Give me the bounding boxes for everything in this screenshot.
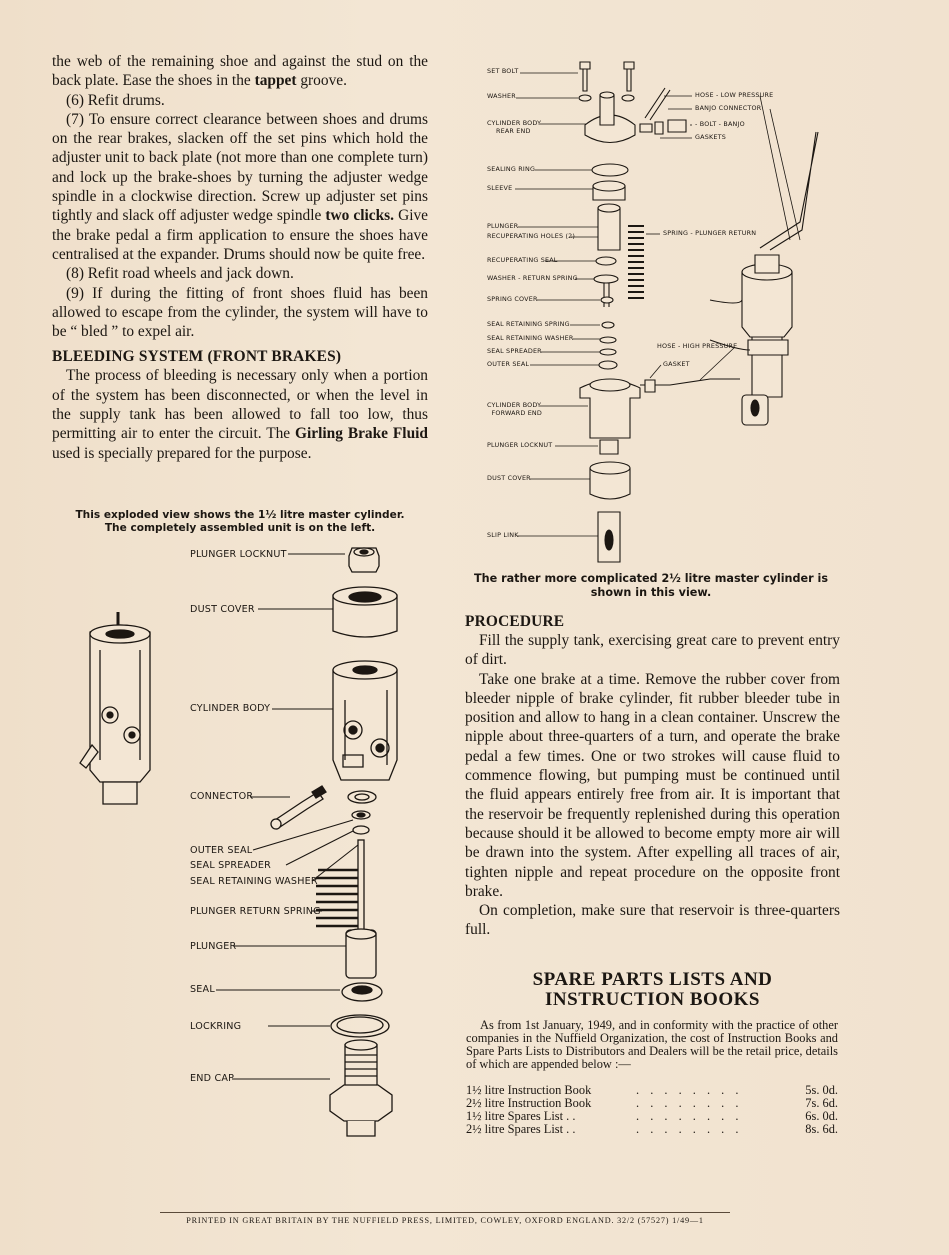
label-dust-cover: DUST COVER — [190, 604, 255, 615]
spare-title-line2: INSTRUCTION BOOKS — [545, 989, 760, 1010]
small-caption-line1: This exploded view shows the 1½ litre master cylinder. — [75, 509, 405, 521]
step-7: (7) To ensure correct clearance between shoes and drums on the rear brakes, slacken off the set pins which hold the adjuster unit to back plate (not more than one complete turn) and lock up the brake-shoes by turning the adjuster wedge spindle in a clockwise direction. Screw up adjuster set pins tightly and slack off adjuster wedge spindle two clicks. Give the brake pedal a firm application to ensure the shoes have centralised at the expander. Drums should now be quite free. — [52, 110, 428, 263]
spare-title-line1: SPARE PARTS LISTS AND — [532, 969, 773, 990]
label-hose-high: HOSE - HIGH PRESSURE — [657, 342, 738, 350]
procedure-section — [465, 612, 840, 940]
label-end-cap: END CAP — [190, 1073, 235, 1084]
label-gaskets: GASKETS — [695, 133, 726, 141]
small-caption-line2: The completely assembled unit is on the left. — [104, 522, 376, 534]
label-banjo-connector: BANJO CONNECTOR — [695, 104, 762, 112]
label-dust-cover-large: DUST COVER — [487, 474, 531, 482]
label-outer-seal: OUTER SEAL — [190, 845, 253, 856]
label-gasket: GASKET — [663, 360, 690, 368]
bleeding-paragraph: The process of bleeding is necessary only when a portion of the system has been disconnected, or when the level in the supply tank has been allowed to fall too low, thus permitting air to enter the circuit. The Girling Brake Fluid used is specially prepared for the purpose. — [52, 367, 428, 462]
large-diagram-caption — [466, 572, 836, 600]
price-item-name: 2½ litre Spares List . . — [466, 1122, 576, 1136]
label-plunger-large: PLUNGER — [487, 222, 519, 230]
label-spring-cover: SPRING COVER — [487, 295, 538, 303]
label-seal-retaining-washer: SEAL RETAINING WASHER — [190, 876, 318, 887]
price-item-price: 8s. 6d. — [805, 1122, 838, 1136]
label-plunger-locknut-large: PLUNGER LOCKNUT — [487, 441, 553, 449]
price-leader-dots: . . . . . . . . — [636, 1096, 743, 1110]
step-9: (9) If during the fitting of front shoes fluid has been allowed to escape from the cylinder, the system will have to be “ bled ” to expel air. — [52, 284, 428, 341]
label-slip-link: SLIP LINK — [487, 531, 519, 539]
label-plunger: PLUNGER — [190, 941, 237, 952]
label-sleeve: SLEEVE — [487, 184, 513, 192]
price-leader-dots: . . . . . . . . — [636, 1109, 743, 1123]
label-plunger-locknut: PLUNGER LOCKNUT — [190, 549, 287, 560]
paragraph-shoe-web: the web of the remaining shoe and against the stud on the back plate. Ease the shoes in the tappet groove. — [52, 53, 428, 90]
label-set-bolt: SET BOLT — [487, 67, 519, 75]
label-bolt-banjo: - BOLT - BANJO — [695, 120, 745, 128]
label-seal-spreader: SEAL SPREADER — [190, 860, 271, 871]
label-hose-low: HOSE - LOW PRESSURE — [695, 91, 774, 99]
large-caption-line2: shown in this view. — [590, 586, 712, 599]
price-item-name: 1½ litre Instruction Book — [466, 1083, 592, 1097]
label-cylinder-body: CYLINDER BODY — [190, 703, 271, 714]
price-item-price: 7s. 6d. — [805, 1096, 838, 1110]
label-seal-spreader-large: SEAL SPREADER — [487, 347, 542, 355]
label-washer-return-spring: WASHER - RETURN SPRING — [487, 274, 578, 282]
label-outer-seal-large: OUTER SEAL — [487, 360, 530, 368]
price-item-name: 1½ litre Spares List . . — [466, 1109, 576, 1123]
spare-parts-title — [470, 970, 835, 1010]
step-8: (8) Refit road wheels and jack down. — [66, 265, 294, 283]
label-seal-retaining-washer-large: SEAL RETAINING WASHER — [487, 334, 574, 342]
label-recuperating-holes: RECUPERATING HOLES (2) — [487, 232, 576, 240]
label-spring-plunger-return: SPRING - PLUNGER RETURN — [663, 229, 757, 237]
label-lockring: LOCKRING — [190, 1021, 242, 1032]
price-item-price: 6s. 0d. — [805, 1109, 838, 1123]
procedure-p3: On completion, make sure that reservoir is three-quarters full. — [465, 902, 840, 939]
bleeding-heading: BLEEDING SYSTEM (FRONT BRAKES) — [52, 348, 342, 366]
label-cylinder-body-forward: CYLINDER BODY FORWARD END — [487, 401, 543, 417]
label-cylinder-body-rear: CYLINDER BODY REAR END — [487, 119, 542, 135]
step-6: (6) Refit drums. — [66, 91, 165, 109]
price-item-name: 2½ litre Instruction Book — [466, 1096, 592, 1110]
procedure-p1: Fill the supply tank, exercising great care to prevent entry of dirt. — [465, 632, 840, 669]
large-caption-line1: The rather more complicated 2½ litre master cylinder is — [473, 572, 829, 585]
price-leader-dots: . . . . . . . . — [636, 1083, 743, 1097]
printer-footer: PRINTED IN GREAT BRITAIN BY THE NUFFIELD PRESS, LIMITED, COWLEY, OXFORD ENGLAND. 32/2 (57527) 1/49—1 — [160, 1212, 730, 1225]
procedure-p2: Take one brake at a time. Remove the rubber cover from bleeder nipple of brake cylinder, fit rubber bleeder tube in position and allow to hang in a clean container. Unscrew the nipple about three-quarters of a turn, and operate the brake pedal a few times. One or two strokes will cause fluid to commence flowing, but pumping must be continued until the fluid appears entirely free from air. It is important that the reservoir be frequently replenished during this operation because should it be allowed to become empty more air will be drawn into the system. After expelling all traces of air, tighten nipple and repeat procedure on the opposite front brake. — [465, 670, 840, 900]
label-sealing-ring: SEALING RING — [487, 165, 536, 173]
label-plunger-return-spring: PLUNGER RETURN SPRING — [190, 906, 321, 917]
label-seal: SEAL — [190, 984, 215, 995]
label-washer: WASHER — [487, 92, 516, 100]
label-connector: CONNECTOR — [190, 791, 254, 802]
label-recuperating-seal: RECUPERATING SEAL — [487, 256, 558, 264]
procedure-heading: PROCEDURE — [465, 613, 565, 630]
price-leader-dots: . . . . . . . . — [636, 1122, 743, 1136]
spare-parts-intro: As from 1st January, 1949, and in conformity with the practice of other companies in the Nuffield Organization, the cost of Instruction Books and Spare Parts Lists to Distributors and Dealers will be the retail price, details of which are appended below :— — [466, 1018, 838, 1071]
label-seal-retaining-spring: SEAL RETAINING SPRING — [487, 320, 570, 328]
price-item-price: 5s. 0d. — [805, 1083, 838, 1097]
